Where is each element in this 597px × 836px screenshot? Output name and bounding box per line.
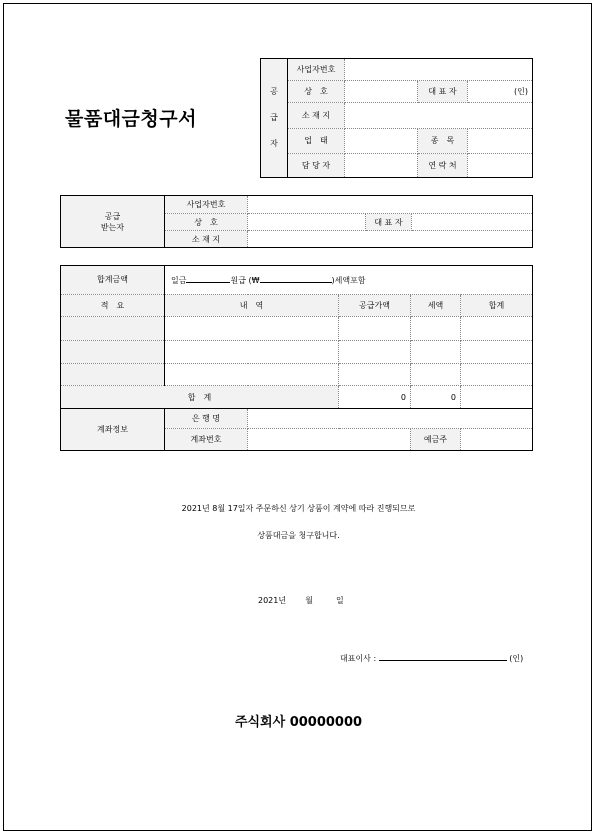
supplier-side-label [261,59,288,178]
ceo-label: 대표이사 : [340,654,377,663]
total-amount-line [165,266,533,295]
supplier-name-value[interactable] [345,81,418,103]
receiver-rep-label: 대 표 자 [366,214,412,231]
supplier-manager-label: 담 당 자 [288,153,345,177]
supplier-biz-no-label: 사업자번호 [288,59,345,81]
supplier-table [260,58,533,178]
supplier-side-char-1: 공 [270,87,278,96]
supplier-contact-label: 연 락 처 [418,153,468,177]
items-table [60,265,533,451]
receiver-biz-no-label: 사업자번호 [165,196,248,214]
document-title: 물품대금청구서 [65,108,197,130]
row-supply-cell[interactable] [339,317,411,341]
date-year: 2021년 [258,596,287,605]
body-line-2: 상품대금을 청구합니다. [257,531,340,540]
sum-tax-value: 0 [411,386,461,409]
row-summary-cell[interactable] [61,363,165,386]
supplier-business-type-label: 업 태 [288,128,345,153]
row-details-cell[interactable] [165,341,339,364]
row-details-cell[interactable] [165,317,339,341]
total-amount-prefix: 일금 [171,275,187,285]
row-tax-cell[interactable] [411,341,461,364]
supplier-name-label: 상 호 [288,81,345,103]
table-row [61,317,533,341]
supplier-rep-label: 대 표 자 [418,81,468,103]
receiver-side-label [61,196,165,248]
row-supply-cell[interactable] [339,363,411,386]
receiver-name-label: 상 호 [165,214,248,231]
date-line [258,595,344,606]
receiver-address-value[interactable] [248,231,533,248]
company-name: 주식회사 00000000 [234,715,363,730]
account-holder-label: 예금주 [411,429,461,451]
table-row [61,363,533,386]
ceo-seal: (인) [509,654,524,663]
receiver-name-value[interactable] [248,214,366,231]
total-amount-korean-field[interactable] [186,274,230,283]
receiver-side-label-1: 공급 [104,211,121,221]
row-summary-cell[interactable] [61,317,165,341]
date-day: 일 [336,596,344,605]
total-amount-suffix: )세액포함 [331,275,366,285]
supplier-biz-no-value[interactable] [345,59,533,81]
supplier-contact-value[interactable] [468,153,533,177]
supplier-manager-value[interactable] [345,153,418,177]
row-total-cell[interactable] [461,363,533,386]
header-supply-amount: 공급가액 [339,294,411,317]
body-line-1: 2021년 8월 17일자 주문하신 상기 상품이 계약에 따라 진행되므로 [181,504,416,513]
supplier-seal-label: (인) [468,81,533,103]
receiver-table [60,195,533,248]
row-total-cell[interactable] [461,341,533,364]
account-holder-value[interactable] [461,429,533,451]
row-tax-cell[interactable] [411,317,461,341]
supplier-item-value[interactable] [468,128,533,153]
row-tax-cell[interactable] [411,363,461,386]
ceo-signature-field[interactable] [379,652,507,661]
account-number-value[interactable] [248,429,411,451]
row-total-cell[interactable] [461,317,533,341]
header-details: 내 역 [165,294,339,317]
supplier-side-char-2: 급 [270,113,278,122]
supplier-side-char-3: 자 [270,139,278,148]
total-amount-label: 합계금액 [61,266,165,295]
supplier-item-label: 종 목 [418,128,468,153]
sum-supply-value: 0 [339,386,411,409]
account-label: 계좌정보 [61,408,165,450]
header-tax: 세액 [411,294,461,317]
supplier-business-type-value[interactable] [345,128,418,153]
row-details-cell[interactable] [165,363,339,386]
ceo-line [340,652,523,664]
bank-name-value[interactable] [248,408,533,429]
header-summary: 적 요 [61,294,165,317]
account-number-label: 계좌번호 [165,429,248,451]
receiver-address-label: 소 재 지 [165,231,248,248]
total-amount-numeric-field[interactable] [260,274,332,283]
table-row [61,341,533,364]
total-amount-mid: 원급 (₩ [230,275,260,285]
date-month: 월 [305,596,313,605]
bank-name-label: 은 행 명 [165,408,248,429]
sum-label: 합 계 [61,386,339,409]
row-summary-cell[interactable] [61,341,165,364]
header-total: 합계 [461,294,533,317]
row-supply-cell[interactable] [339,341,411,364]
receiver-biz-no-value[interactable] [248,196,533,214]
receiver-side-label-2: 받는자 [100,222,125,232]
supplier-address-value[interactable] [345,103,533,128]
supplier-address-label: 소 재 지 [288,103,345,128]
sum-total-value [461,386,533,409]
receiver-rep-value[interactable] [412,214,533,231]
